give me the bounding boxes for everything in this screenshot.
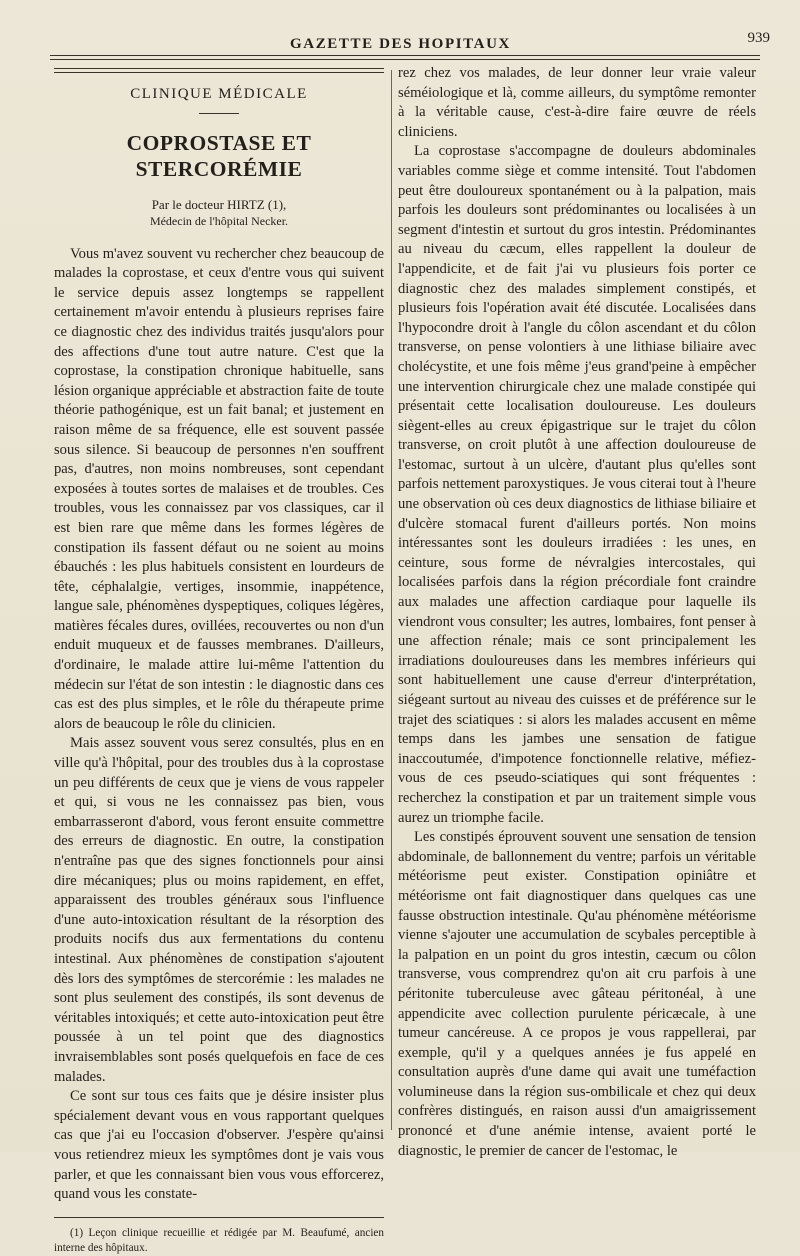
paragraph: Mais assez souvent vous serez consultés, plus en en ville qu'à l'hôpital, pour des troubles dus à la coprostase un peu différents de ceux que je viens de vous rappeler et qui, si vous ne les connaissez pas bien, vous embarrasseront d'abord, vous feront ensuite commettre des erreurs de diagnostic. En outre, la constipation n'entraîne pas que des signes fonctionnels pour ainsi dire mécaniques; plus ou moins rapidement, en effet, apparaissent des troubles généraux sous l'influence d'une auto-intoxication résultant de la résorption des produits nocifs dus aux fermentations du contenu intestinal. Aux phénomènes de constipation s'ajoutent dès lors des symptômes de stercorémie : les malades ne sont plus seulement des constipés, ils sont devenus de véritables intoxiqués; et cette auto-intoxication peut être poussée à un tel point que des diagnostics invraisemblables sont posés quelquefois en face de ces malades. [54,735,384,1085]
page-number: 939 [747,30,770,46]
section-title: CLINIQUE MÉDICALE [130,86,308,102]
byline: Par le docteur HIRTZ (1), [151,196,287,212]
paragraph: rez chez vos malades, de leur donner leur vraie valeur séméiologique et là, comme ailleurs, du symptôme remonter à la véritable cause, c'est-à-dire faire œuvre de réels cliniciens. [398,65,756,140]
paragraph: Ce sont sur tous ces faits que je désire insister plus spécialement devant vous en vous rapportant quelques cas que j'ai eu l'occasion d'observer. J'espère qu'ainsi vous retiendrez mieux les symptômes dont je vais vous parler, et que les connaissant bien vous vous efforcerez, quand vous les constate- [54,1088,384,1203]
paragraph: Les constipés éprouvent souvent une sensation de tension abdominale, de ballonnement du ventre; parfois un véritable météorisme peut exister. Constipation opiniâtre et météorisme ont fait diagnostiquer dans quelques cas une fausse obstruction intestinale. Qu'au phénomène météorisme vienne s'ajouter une accumulation de scybales perceptible à la palpation en un point du gros intestin, cæcum ou côlon transverse, vous comprendrez qu'on ait cru parfois à une péritonite tuberculeuse avec gâteau péritonéal, à une appendicite avec collection purulente péricæcale, à une tumeur cancéreuse. A ce propos je vous rappellerai, par exemple, qu'il y a quelques années je fus appelé en consultation auprès d'une dame qui avait une tuméfaction volumineuse dans la région sus-ombilicale et chez qui deux confrères distingués, en raison aussi d'un amaigrissement prononcé et d'une anémie intense, avaient porté le diagnostic, le premier de cancer de l'estomac, le [398,829,756,1159]
right-column [398,64,756,1161]
section-top-rule [54,68,384,73]
affiliation: Médecin de l'hôpital Necker. [149,213,289,228]
page-header [50,30,770,54]
footnote: (1) Leçon clinique recueillie et rédigée par M. Beaufumé, ancien interne des hôpitaux. [54,1226,384,1254]
running-title: GAZETTE DES HOPITAUX [290,36,511,52]
article-title: COPROSTASE ET STERCORÉMIE [126,130,312,181]
header-rule [50,55,760,60]
paragraph: Vous m'avez souvent vu rechercher chez beaucoup de malades la coprostase, et ceux d'entre vous qui suivent le service depuis assez longtemps se rappellent certainement m'avoir entendu à plusieurs reprises faire ce diagnostic chez des individus traités jusqu'alors pour des affections d'une tout autre nature. C'est que la coprostase, la constipation chronique habituelle, sans lésion organique appréciable et abstraction faite de toute théorie pathogénique, est un fait banal; et justement en raison même de sa fréquence, elle est souvent passée sous silence. Si beaucoup de personnes n'en souffrent pas, d'autres, non moins nombreuses, sont cependant exposées à toutes sortes de malaises et de troubles. Ces troubles, vous les connaissez par vos classiques, car il est bien rare que même dans les formes légères de constipation ils fassent défaut ou ne soient au moins ébauchés : les plus habituels consistent en lourdeurs de tête, céphalalgie, vertiges, insommie, inappétence, langue sale, phénomènes dyspeptiques, coliques légères, matières fécales dures, ovillées, recouvertes ou non d'un enduit muqueux et de fausses membranes. D'ailleurs, d'ordinaire, le malade attire lui-même l'attention du médecin sur l'état de son intestin : le diagnostic dans ces cas est des plus simples, et le rôle du thérapeute prime alors de beaucoup le rôle du clinicien. [54,245,384,732]
column-divider [391,70,392,1130]
section-divider [199,113,239,114]
paragraph: La coprostase s'accompagne de douleurs abdominales variables comme siège et comme intensité. Tout l'abdomen peut être douloureux spontanément ou à la palpation, mais parfois les douleurs sont prédominantes ou localisées à un segment d'intestin et surtout du gros intestin. Prédominantes au niveau du cæcum, elles rappellent la douleur de l'appendicite, et de fait j'ai vu plusieurs fois porter ce diagnostic chez des malades simplement constipés, et plusieurs fois l'opération avait été discutée. Localisées dans l'hypocondre droit à l'angle du côlon ascendant et du côlon transverse, on pense volontiers à une lithiase biliaire avec cholécystite, et une fois même j'eus grand'peine à empêcher une intervention chirurgicale chez une malade constipée qui présentait cette localisation douloureuse. Les douleurs siègent-elles au creux épigastrique sur le trajet du côlon transverse, on croit plutôt à une affection douloureuse de l'estomac, surtout à un ulcère, d'autant plus qu'elles sont parfois nettement paroxystiques. Je vous citerai tout à l'heure une observation où ces deux diagnostics de lithiase biliaire et d'ulcère stomacal furent d'ailleurs portés. Non moins intéressantes sont les douleurs irradiées : les unes, en ceinture, sous forme de névralgies intercostales, qui localisées parfois dans la région précordiale font craindre aux malades une affection cardiaque pour laquelle ils viendront vous consulter; les autres, lombaires, font penser à une affection rénale; mais ce sont principalement les irradiations douloureuses dans les membres inférieurs qui sont habituellement une cause d'erreur d'interprétation, siégeant surtout au niveau des cuisses et de préférence sur le trajet des sciatiques : si alors les malades accusent en même temps dans les jambes une sensation de fatigue inaccoutumée, d'impotence fonctionnelle relative, méfiez-vous de ces pseudo-sciatiques qui sont fréquentes : recherchez la constipation et par un traitement simple vous aurez un triomphe facile. [398,143,756,826]
left-column [54,64,384,1256]
footnote-rule [54,1217,384,1218]
